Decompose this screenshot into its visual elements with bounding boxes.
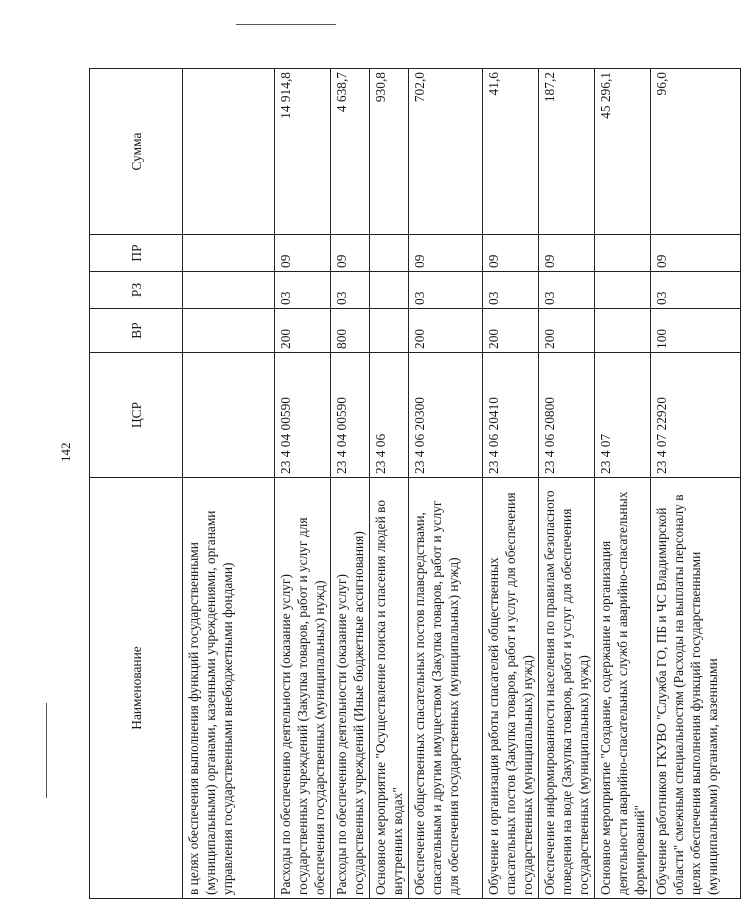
header-vr: ВР [90, 309, 183, 353]
row-pr: 09 [651, 235, 741, 272]
header-sum: Сумма [90, 69, 183, 235]
header-rz: РЗ [90, 272, 183, 309]
table-row [651, 69, 741, 899]
row-rz: 03 [539, 272, 595, 309]
table-header-row [90, 69, 183, 899]
row-pr: 09 [275, 235, 331, 272]
row-name: Обучение работников ГКУВО "Служба ГО, ПБ и ЧС Владимирской области" смежным специальностям (Расходы на выплаты персоналу в целях обеспечения выполнения функций государственными (муниципальными) органами, казенными [651, 478, 741, 899]
row-vr: 200 [483, 309, 539, 353]
row-vr [183, 309, 275, 353]
row-pr [183, 235, 275, 272]
row-csr: 23 4 06 [370, 353, 409, 478]
row-sum: 702,0 [409, 69, 483, 235]
table-row [183, 69, 275, 899]
row-name: Расходы по обеспечению деятельности (оказание услуг) государственных учреждений (Закупка товаров, работ и услуг для обеспечения государственных (муниципальных) нужд) [275, 478, 331, 899]
row-rz: 03 [651, 272, 741, 309]
header-pr: ПР [90, 235, 183, 272]
row-pr: 09 [331, 235, 370, 272]
table-row [275, 69, 331, 899]
budget-table-rotor [89, 69, 720, 899]
row-vr: 100 [651, 309, 741, 353]
table-row [409, 69, 483, 899]
row-sum: 930,8 [370, 69, 409, 235]
row-sum: 14 914,8 [275, 69, 331, 235]
row-csr [183, 353, 275, 478]
row-rz: 03 [483, 272, 539, 309]
row-rz: 03 [409, 272, 483, 309]
row-rz [370, 272, 409, 309]
row-pr [595, 235, 651, 272]
table-row [539, 69, 595, 899]
crop-mark-top [236, 24, 336, 25]
row-name: Основное мероприятие "Осуществление поиска и спасения людей во внутренних водах" [370, 478, 409, 899]
row-vr: 200 [275, 309, 331, 353]
row-name: Обучение и организация работы спасателей общественных спасательных постов (Закупка товаров, работ и услуг для обеспечения государственных (муниципальных) нужд) [483, 478, 539, 899]
row-csr: 23 4 06 20800 [539, 353, 595, 478]
row-pr [370, 235, 409, 272]
row-sum: 45 296,1 [595, 69, 651, 235]
row-name: Обеспечение информированности населения по правилам безопасного поведения на воде (Закупка товаров, работ и услуг для обеспечения государственных (муниципальных) нужд) [539, 478, 595, 899]
row-csr: 23 4 04 00590 [331, 353, 370, 478]
row-csr: 23 4 04 00590 [275, 353, 331, 478]
row-pr: 09 [483, 235, 539, 272]
row-csr: 23 4 07 22920 [651, 353, 741, 478]
row-rz [595, 272, 651, 309]
table-row [331, 69, 370, 899]
row-name: Расходы по обеспечению деятельности (оказание услуг) государственных учреждений (Иные бюджетные ассигнования) [331, 478, 370, 899]
row-sum: 187,2 [539, 69, 595, 235]
budget-table-frame [89, 69, 720, 899]
table-row [483, 69, 539, 899]
header-name: Наименование [90, 478, 183, 899]
row-vr: 200 [539, 309, 595, 353]
row-sum: 96,0 [651, 69, 741, 235]
row-vr [370, 309, 409, 353]
row-csr: 23 4 06 20410 [483, 353, 539, 478]
row-rz: 03 [275, 272, 331, 309]
row-csr: 23 4 06 20300 [409, 353, 483, 478]
header-csr: ЦСР [90, 353, 183, 478]
row-name: Обеспечение общественных спасательных постов плавсредствами, спасательным и другим имуществом (Закупка товаров, работ и услуг для обеспечения государственных (муниципальных) нужд) [409, 478, 483, 899]
table-row [595, 69, 651, 899]
row-name: в целях обеспечения выполнения функций государственными (муниципальными) органами, казенными учреждениями, органами управления государственными внебюджетными фондами) [183, 478, 275, 899]
table-row [370, 69, 409, 899]
row-rz [183, 272, 275, 309]
budget-table [89, 68, 741, 899]
row-sum: 4 638,7 [331, 69, 370, 235]
row-vr: 800 [331, 309, 370, 353]
row-sum: 41,6 [483, 69, 539, 235]
row-vr [595, 309, 651, 353]
row-pr: 09 [539, 235, 595, 272]
row-sum [183, 69, 275, 235]
row-vr: 200 [409, 309, 483, 353]
row-csr: 23 4 07 [595, 353, 651, 478]
page-number: 142 [58, 442, 73, 462]
row-name: Основное мероприятие "Создание, содержание и организация деятельности аварийно-спасательных служб и аварийно-спасательных формирований" [595, 478, 651, 899]
row-rz: 03 [331, 272, 370, 309]
crop-mark-side [46, 703, 47, 798]
row-pr: 09 [409, 235, 483, 272]
